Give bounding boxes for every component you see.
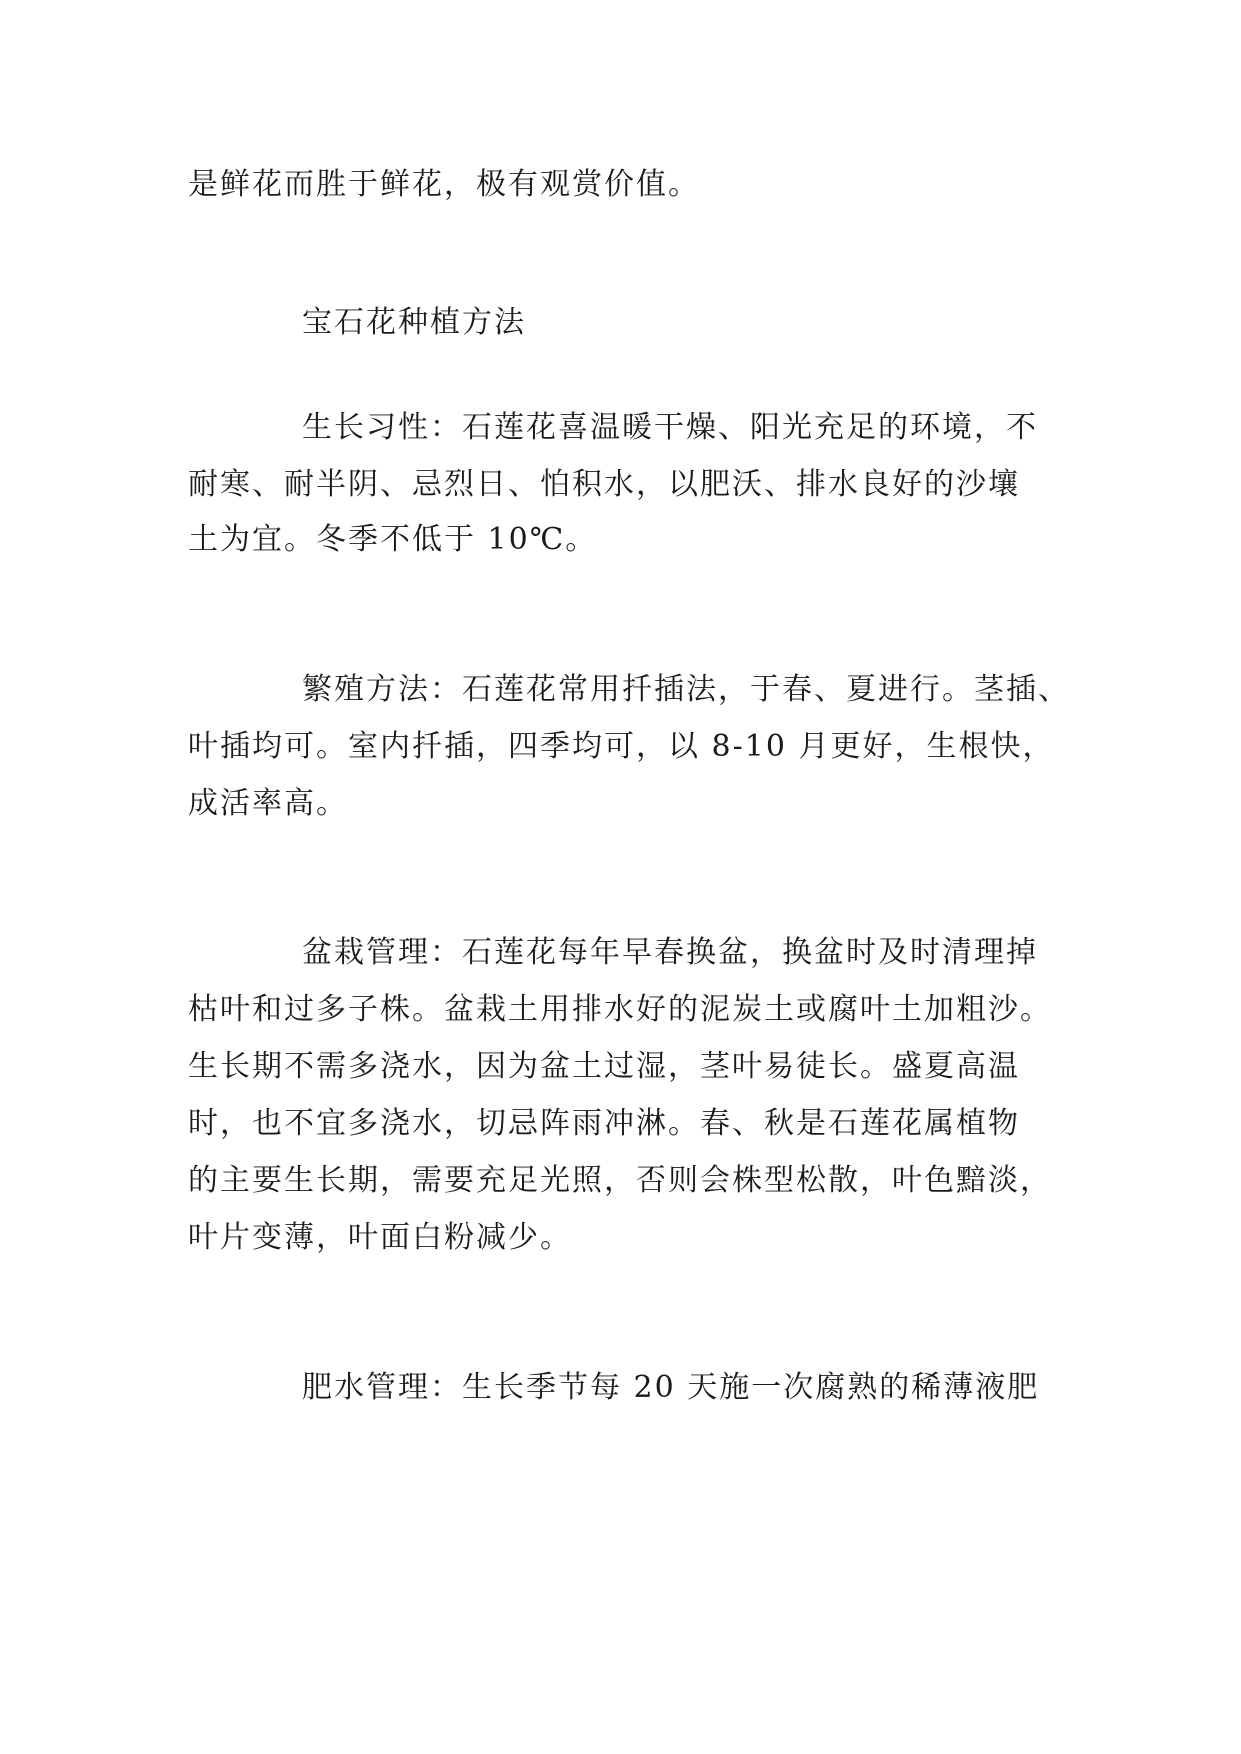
propagation-line-1: 繁殖方法：石莲花常用扦插法，于春、夏进行。茎插、 [302, 672, 1070, 707]
growth-habit-line-3: 土为宜。冬季不低于 10℃。 [188, 522, 598, 557]
potting-line-1: 盆栽管理：石莲花每年早春换盆，换盆时及时清理掉 [302, 935, 1038, 970]
growth-habit-line-2: 耐寒、耐半阴、忌烈日、怕积水，以肥沃、排水良好的沙壤 [188, 467, 1020, 502]
propagation-line-3: 成活率高。 [188, 786, 348, 821]
fertilizer-line-1: 肥水管理：生长季节每 20 天施一次腐熟的稀薄液肥 [302, 1370, 1040, 1405]
potting-line-5: 的主要生长期，需要充足光照，否则会株型松散，叶色黯淡， [188, 1163, 1052, 1198]
potting-line-4: 时，也不宜多浇水，切忌阵雨冲淋。春、秋是石莲花属植物 [188, 1106, 1020, 1141]
propagation-line-2: 叶插均可。室内扦插，四季均可，以 8-10 月更好，生根快， [188, 729, 1055, 764]
potting-line-6: 叶片变薄，叶面白粉减少。 [188, 1220, 572, 1255]
potting-line-3: 生长期不需多浇水，因为盆土过湿，茎叶易徒长。盛夏高温 [188, 1049, 1020, 1084]
paragraph-intro-line: 是鲜花而胜于鲜花，极有观赏价值。 [188, 167, 700, 202]
potting-line-2: 枯叶和过多子株。盆栽土用排水好的泥炭土或腐叶土加粗沙。 [188, 992, 1052, 1027]
growth-habit-line-1: 生长习性：石莲花喜温暖干燥、阳光充足的环境，不 [302, 410, 1038, 445]
section-heading: 宝石花种植方法 [302, 305, 526, 340]
